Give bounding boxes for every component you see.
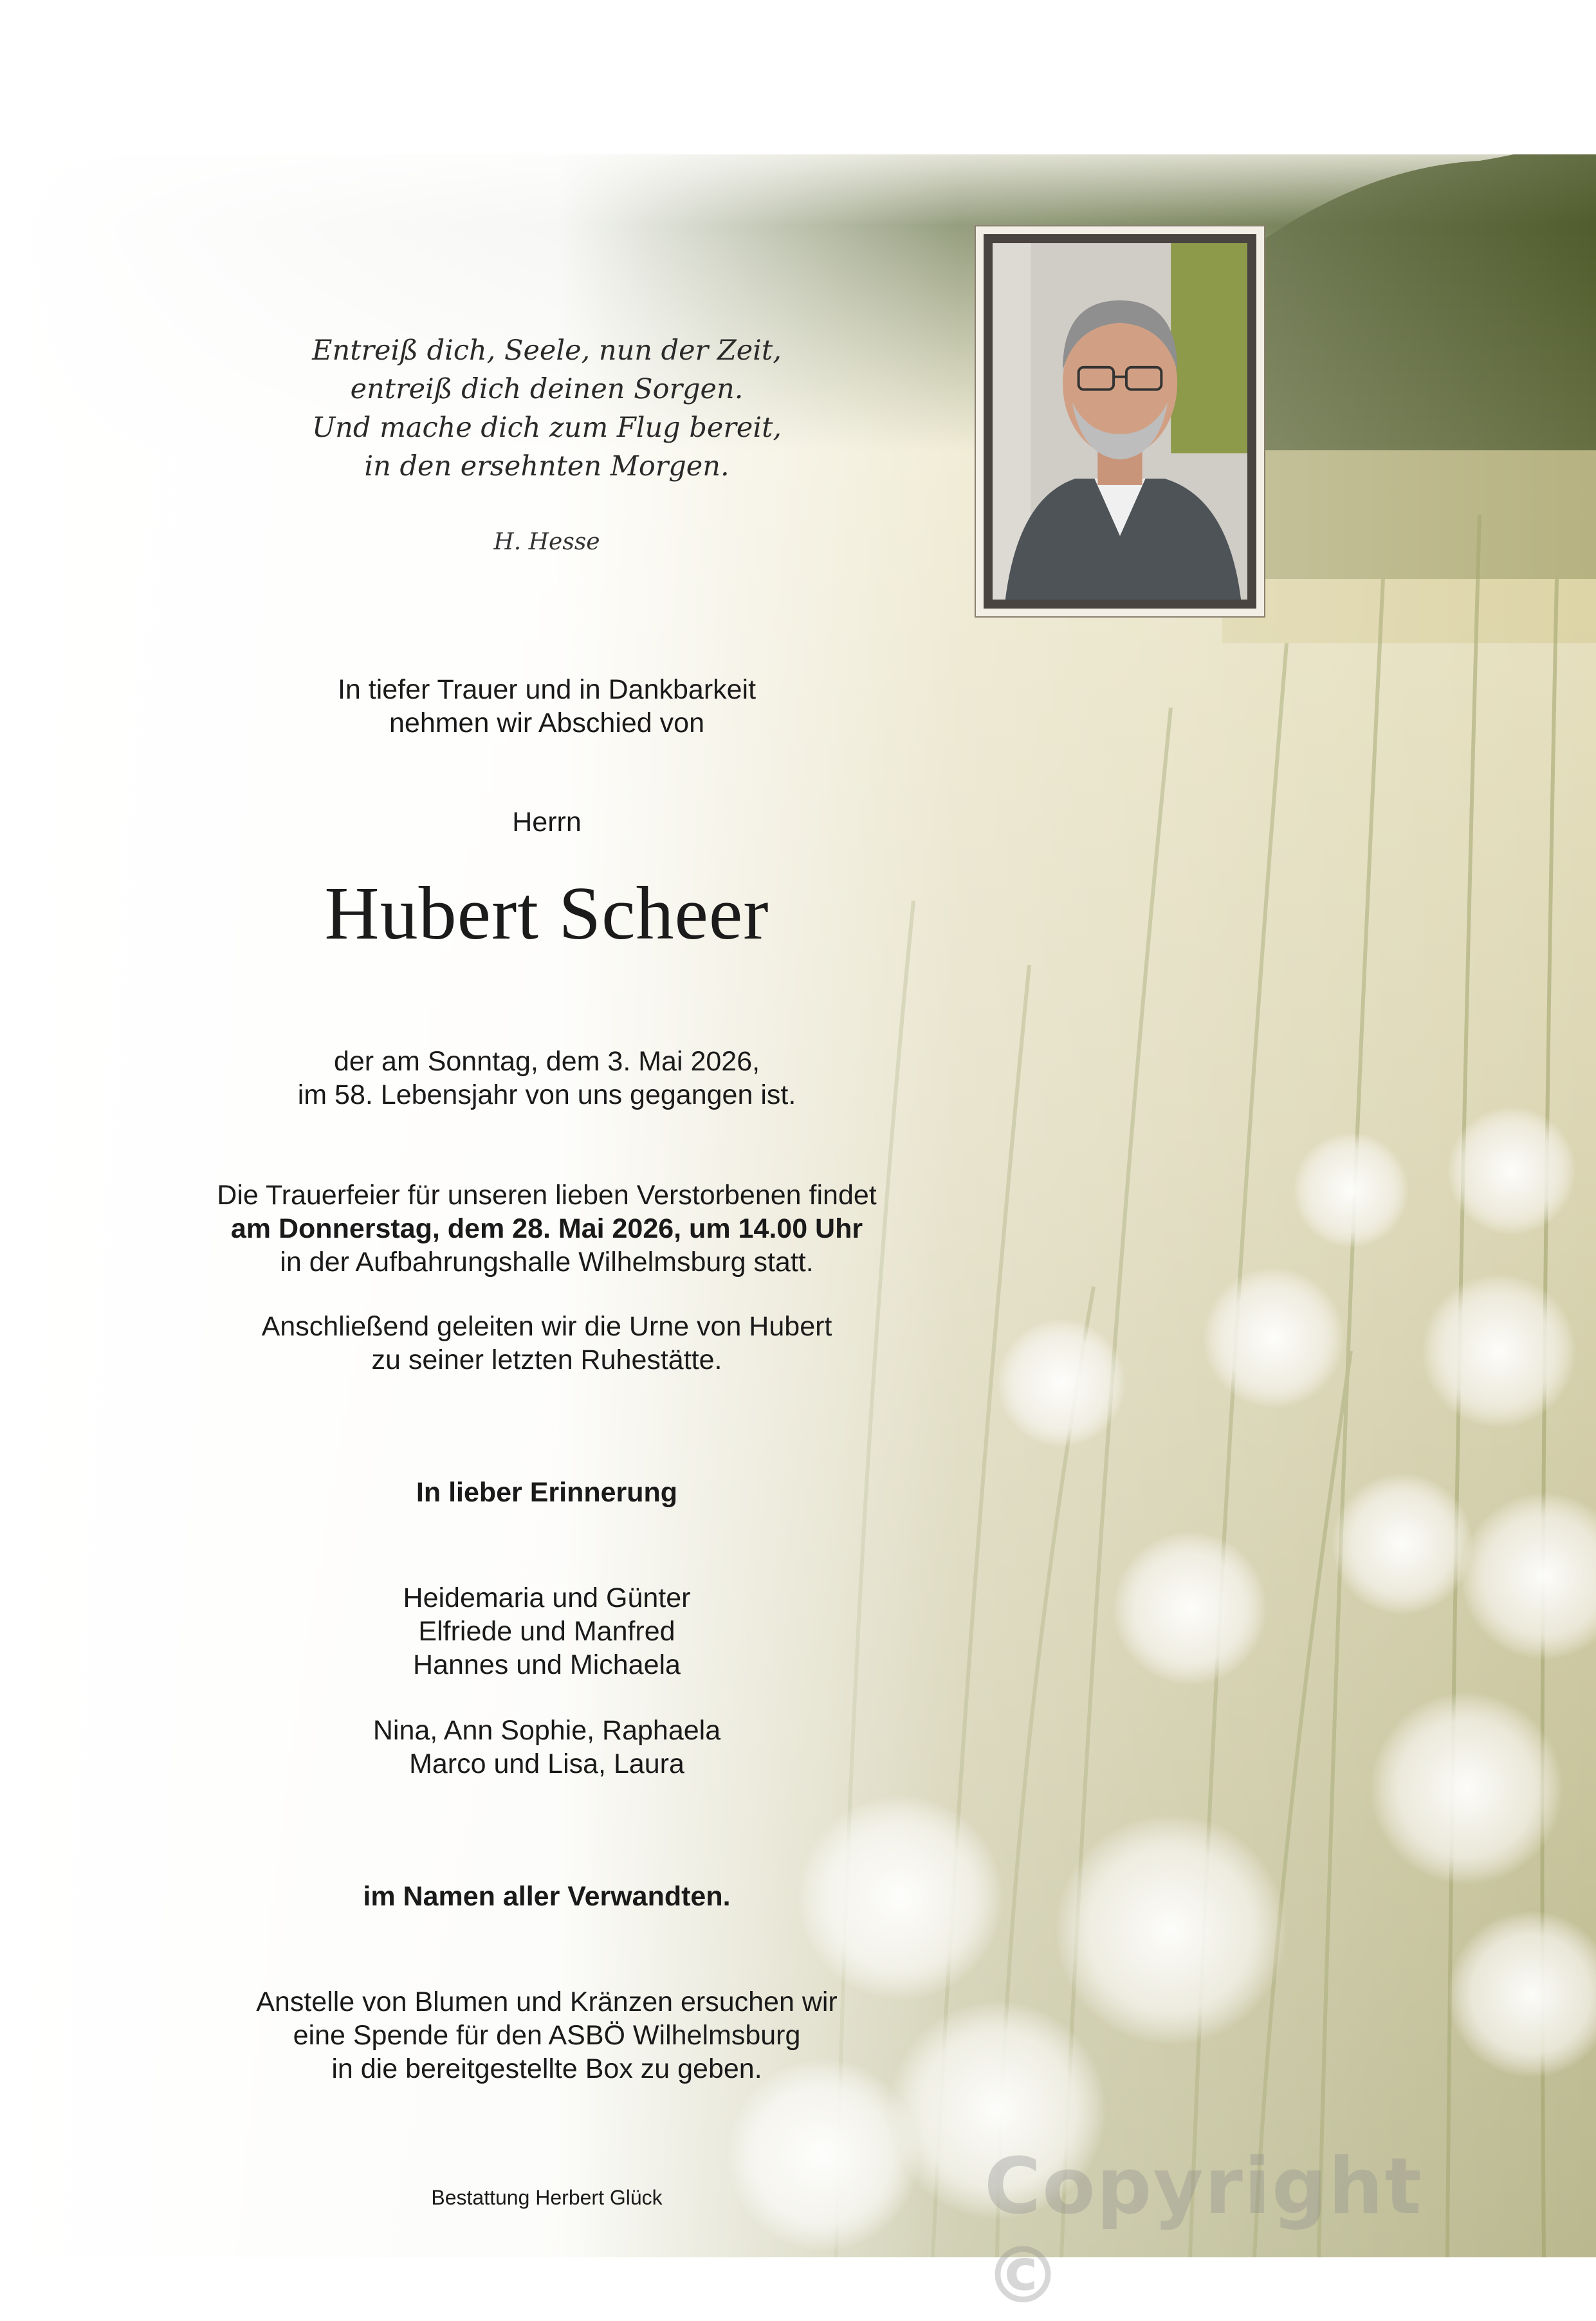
memory-heading: In lieber Erinnerung — [416, 1477, 678, 1508]
mourner-line: Nina, Ann Sophie, Raphaela — [372, 1715, 721, 1746]
death-line: im 58. Lebensjahr von uns gegangen ist. — [297, 1079, 796, 1110]
poem — [129, 331, 965, 486]
salutation: Herrn — [512, 807, 582, 838]
donation-line: in die bereitgestellte Box zu geben. — [331, 2053, 762, 2084]
poem-line: Entreiß dich, Seele, nun der Zeit, — [312, 335, 782, 367]
ceremony-notice — [129, 1179, 965, 1279]
mourners-group-2 — [129, 1714, 965, 1781]
copyright-watermark: Copyright © — [984, 2142, 1423, 2321]
death-line: der am Sonntag, dem 3. Mai 2026, — [333, 1046, 760, 1077]
mourner-line: Elfriede und Manfred — [418, 1616, 675, 1647]
mourner-line: Heidemaria und Günter — [403, 1582, 691, 1613]
portrait-image — [993, 243, 1247, 600]
mourner-line: Marco und Lisa, Laura — [409, 1748, 684, 1779]
burial-line: zu seiner letzten Ruhestätte. — [371, 1344, 722, 1375]
burial-notice — [129, 1310, 965, 1377]
portrait-frame — [975, 225, 1265, 618]
donation-line: Anstelle von Blumen und Kränzen ersuchen wir — [256, 1986, 838, 2017]
ceremony-date: am Donnerstag, dem 28. Mai 2026, um 14.00 Uhr — [230, 1213, 863, 1244]
mourner-line: Hannes und Michaela — [413, 1649, 681, 1680]
mourners-group-1 — [129, 1581, 965, 1682]
death-notice — [129, 1045, 965, 1112]
poem-line: Und mache dich zum Flug bereit, — [311, 412, 782, 444]
intro-line: In tiefer Trauer und in Dankbarkeit — [337, 674, 757, 705]
intro-line: nehmen wir Abschied von — [389, 708, 704, 738]
undertaker-footer: Bestattung Herbert Glück — [431, 2186, 663, 2209]
poem-line: in den ersehnten Morgen. — [364, 450, 729, 482]
burial-line: Anschließend geleiten wir die Urne von Hubert — [261, 1311, 832, 1342]
deceased-name: Hubert Scheer — [324, 871, 769, 955]
ceremony-line: in der Aufbahrungshalle Wilhelmsburg statt. — [280, 1247, 814, 1278]
relatives-line: im Namen aller Verwandten. — [363, 1881, 731, 1912]
donation-line: eine Spende für den ASBÖ Wilhelmsburg — [293, 2020, 801, 2051]
donation-notice — [129, 1985, 965, 2086]
poem-line: entreiß dich deinen Sorgen. — [350, 373, 744, 405]
intro-text — [129, 673, 965, 740]
portrait-photo — [984, 234, 1256, 609]
ceremony-line: Die Trauerfeier für unseren lieben Verstorbenen findet — [217, 1180, 877, 1211]
poem-author: H. Hesse — [493, 529, 600, 555]
